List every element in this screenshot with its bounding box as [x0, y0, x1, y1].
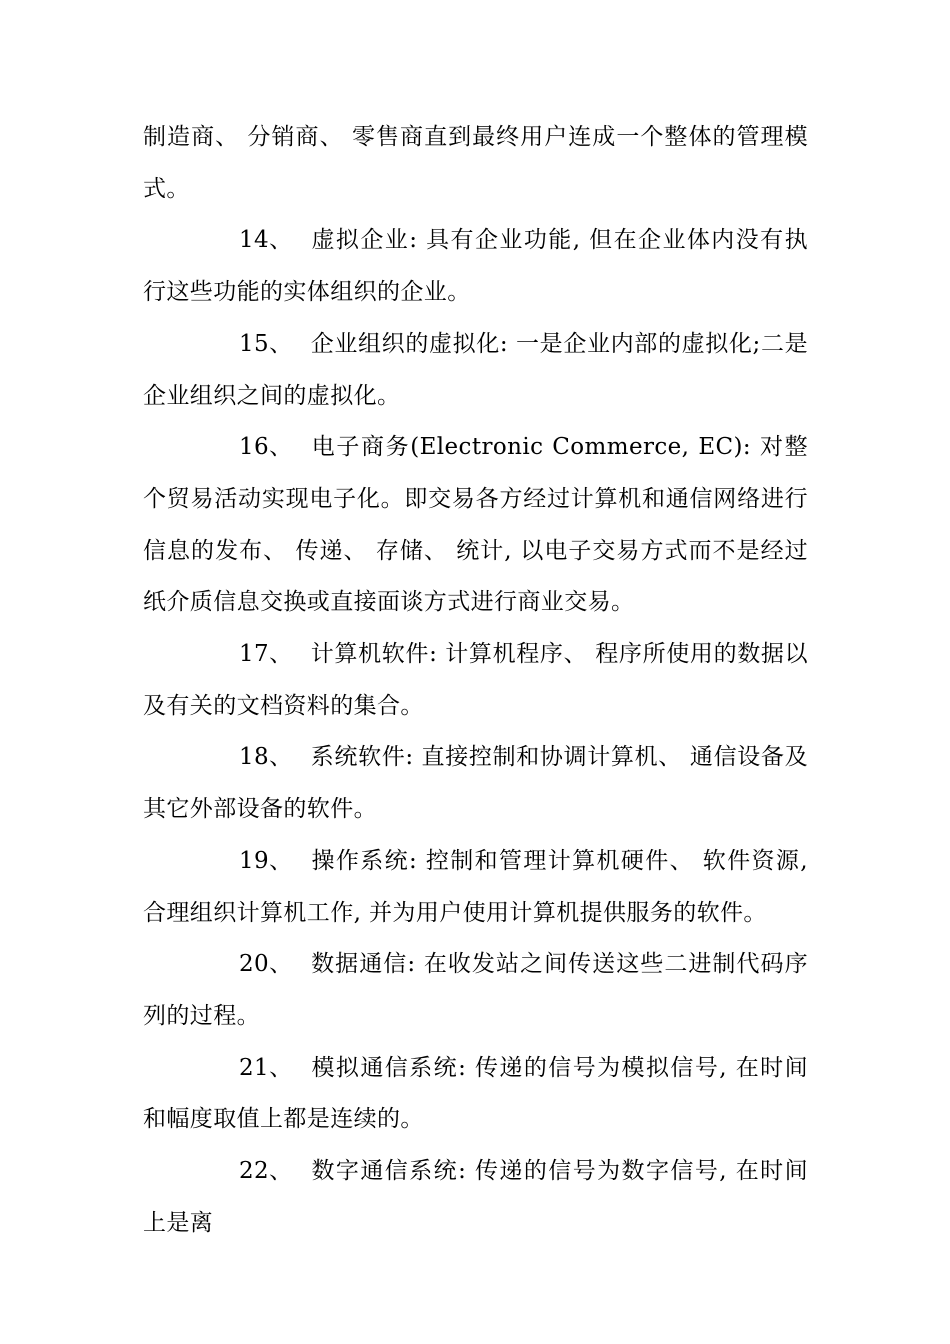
paragraph-text: 数据通信: 在收发站之间传送这些二进制代码序列的过程。 — [143, 951, 808, 1029]
paragraph-text: 制造商、 分销商、 零售商直到最终用户连成一个整体的管理模式。 — [143, 124, 808, 202]
paragraph-text: 数字通信系统: 传递的信号为数字信号, 在时间上是离 — [143, 1158, 808, 1236]
paragraph-text: 电子商务(Electronic Commerce, EC): 对整个贸易活动实现电子化。即交易各方经过计算机和通信网络进行信息的发布、 传递、 存储、 统计, 以电子交易方式而不是经过纸介质信息交换或直接面谈方式进行商业交易。 — [143, 434, 808, 616]
paragraph-number: 22、 — [239, 1158, 293, 1185]
paragraph-15 — [143, 319, 808, 422]
paragraph-text: 模拟通信系统: 传递的信号为模拟信号, 在时间和幅度取值上都是连续的。 — [143, 1054, 808, 1133]
paragraph-number: 18、 — [239, 744, 293, 771]
paragraph-17 — [143, 629, 808, 732]
paragraph-21 — [143, 1043, 808, 1146]
paragraph-14 — [143, 215, 808, 318]
paragraph-22 — [143, 1146, 808, 1249]
paragraph-16 — [143, 422, 808, 629]
paragraph-text: 计算机软件: 计算机程序、 程序所使用的数据以及有关的文档资料的集合。 — [143, 641, 808, 719]
paragraph-text: 操作系统: 控制和管理计算机硬件、 软件资源, 合理组织计算机工作, 并为用户使用计算机提供服务的软件。 — [143, 847, 808, 926]
paragraph-18 — [143, 732, 808, 835]
paragraph-19 — [143, 836, 808, 939]
paragraph-number: 21、 — [239, 1054, 293, 1081]
paragraph-text: 系统软件: 直接控制和协调计算机、 通信设备及其它外部设备的软件。 — [143, 744, 808, 823]
paragraph-continuation — [143, 112, 808, 215]
paragraph-text: 虚拟企业: 具有企业功能, 但在企业体内没有执行这些功能的实体组织的企业。 — [143, 227, 808, 306]
paragraph-text: 企业组织的虚拟化: 一是企业内部的虚拟化;二是企业组织之间的虚拟化。 — [143, 330, 808, 409]
paragraph-number: 14、 — [239, 227, 293, 254]
paragraph-number: 15、 — [239, 330, 293, 357]
paragraph-number: 16、 — [239, 434, 293, 461]
paragraph-20 — [143, 939, 808, 1042]
paragraph-number: 17、 — [239, 641, 293, 668]
paragraph-number: 19、 — [239, 847, 293, 874]
document-body — [143, 112, 808, 1249]
paragraph-number: 20、 — [239, 951, 293, 978]
